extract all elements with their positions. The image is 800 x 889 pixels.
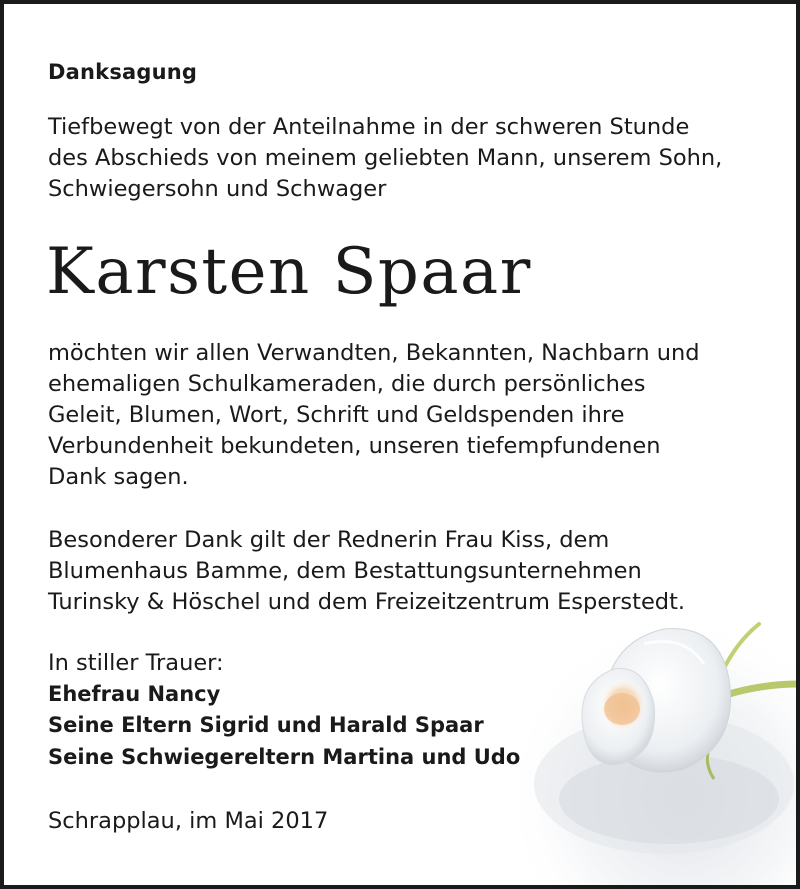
- mourner-item: Seine Eltern Sigrid und Harald Spaar: [48, 713, 484, 737]
- special-thanks-text: Besonderer Dank gilt der Rednerin Frau Kiss, dem Blumenhaus Bamme, dem Bestattungsunternehmen Turinsky & Höschel und dem Freizeitzentrum Esperstedt.: [48, 527, 686, 615]
- mourner-item: Ehefrau Nancy: [48, 682, 221, 706]
- thanks-text: möchten wir allen Verwandten, Bekannten, Nachbarn und ehemaligen Schulkameraden, die durch persönliches Geleit, Blumen, Wort, Schrift und Geldspenden ihre Verbundenheit bekundeten, unseren tiefempfundenen Dank sagen.: [48, 340, 700, 490]
- place-date: Schrapplau, im Mai 2017: [48, 808, 329, 834]
- deceased-name: Karsten Spaar: [46, 235, 532, 309]
- notice-heading: Danksagung: [48, 60, 198, 84]
- mourning-label: In stiller Trauer:: [48, 650, 224, 676]
- intro-text: Tiefbewegt von der Anteilnahme in der schweren Stunde des Abschieds von meinem geliebten Mann, unserem Sohn, Schwiegersohn und Schwager: [48, 114, 723, 202]
- mourner-item: Seine Schwiegereltern Martina und Udo: [48, 745, 521, 769]
- white-rose-image: [504, 584, 800, 889]
